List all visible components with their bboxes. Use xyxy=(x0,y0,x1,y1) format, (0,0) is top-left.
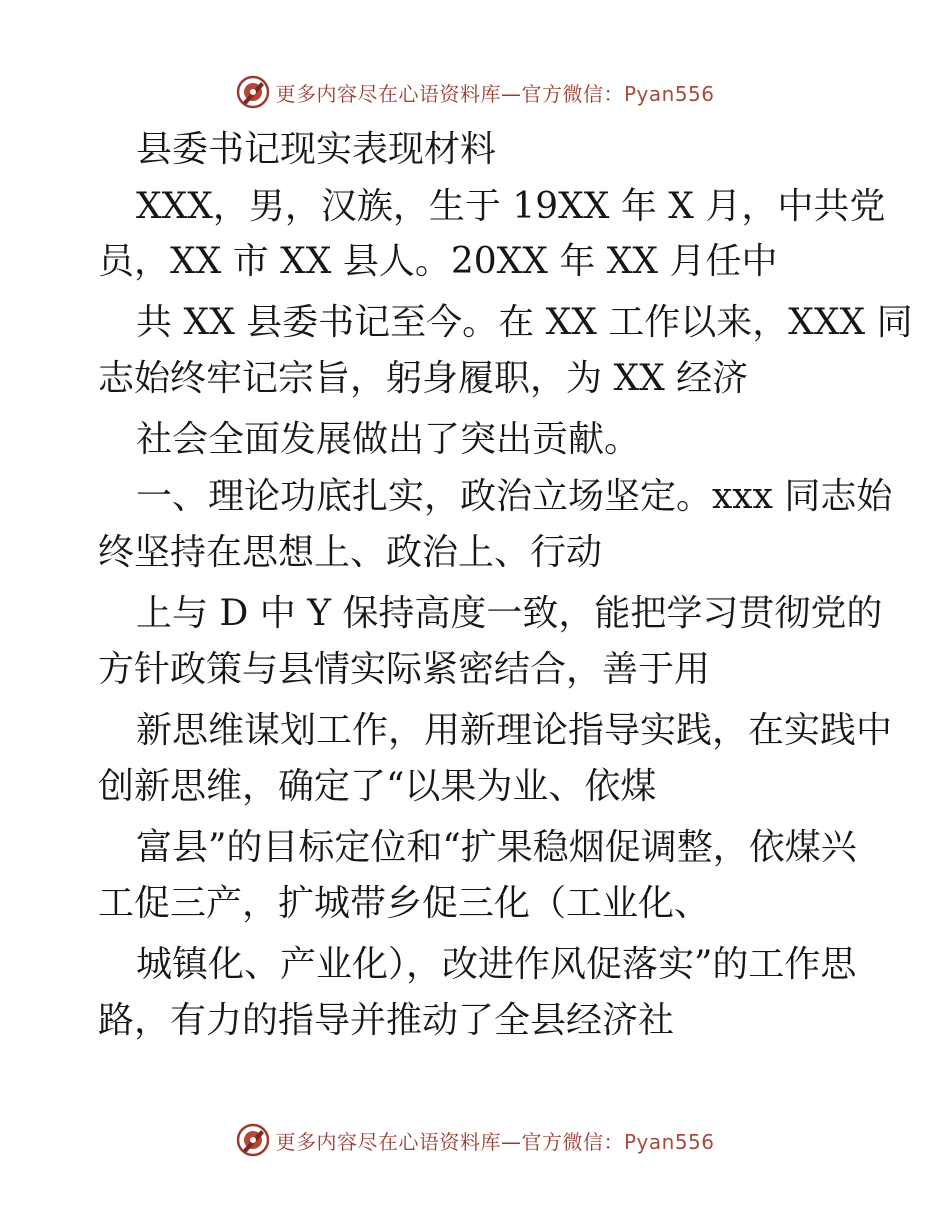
pen-seal-logo-icon xyxy=(235,1122,271,1158)
paragraph-line: XXX，男，汉族，生于 19XX 年 X 月，中共党 xyxy=(136,186,886,227)
paragraph-line: 城镇化、产业化），改进作风促落实”的工作思 xyxy=(136,944,857,985)
paragraph-line: 创新思维，确定了“以果为业、依煤 xyxy=(98,766,657,807)
footer-watermark xyxy=(0,1120,950,1160)
watermark-text: 更多内容尽在心语资料库—官方微信：Pyan556 xyxy=(275,81,715,106)
paragraph-line: 富县”的目标定位和“扩果稳烟促调整，依煤兴 xyxy=(136,827,857,868)
paragraph-line: 上与 D 中 Y 保持高度一致，能把学习贯彻党的 xyxy=(136,593,883,634)
paragraph-line: 路，有力的指导并推动了全县经济社 xyxy=(98,1000,675,1041)
paragraph-line: 志始终牢记宗旨，躬身履职，为 XX 经济 xyxy=(98,358,749,399)
paragraph-line: 方针政策与县情实际紧密结合，善于用 xyxy=(98,649,711,690)
paragraph-line: 社会全面发展做出了突出贡献。 xyxy=(136,419,641,460)
paragraph-line: 新思维谋划工作，用新理论指导实践，在实践中 xyxy=(136,710,893,751)
paragraph-line: 共 XX 县委书记至今。在 XX 工作以来，XXX 同 xyxy=(136,302,913,343)
section-heading-line: 一、理论功底扎实，政治立场坚定。xxx 同志始 xyxy=(136,476,893,517)
pen-seal-logo-icon xyxy=(235,74,271,110)
paragraph-line: 终坚持在思想上、政治上、行动 xyxy=(98,532,603,573)
paragraph-line: 工促三产，扩城带乡促三化（工业化、 xyxy=(98,883,711,924)
watermark-text: 更多内容尽在心语资料库—官方微信：Pyan556 xyxy=(275,1129,715,1154)
paragraph-line: 员，XX 市 XX 县人。20XX 年 XX 月任中 xyxy=(98,241,778,282)
document-title: 县委书记现实表现材料 xyxy=(136,129,497,170)
header-watermark xyxy=(0,72,950,112)
